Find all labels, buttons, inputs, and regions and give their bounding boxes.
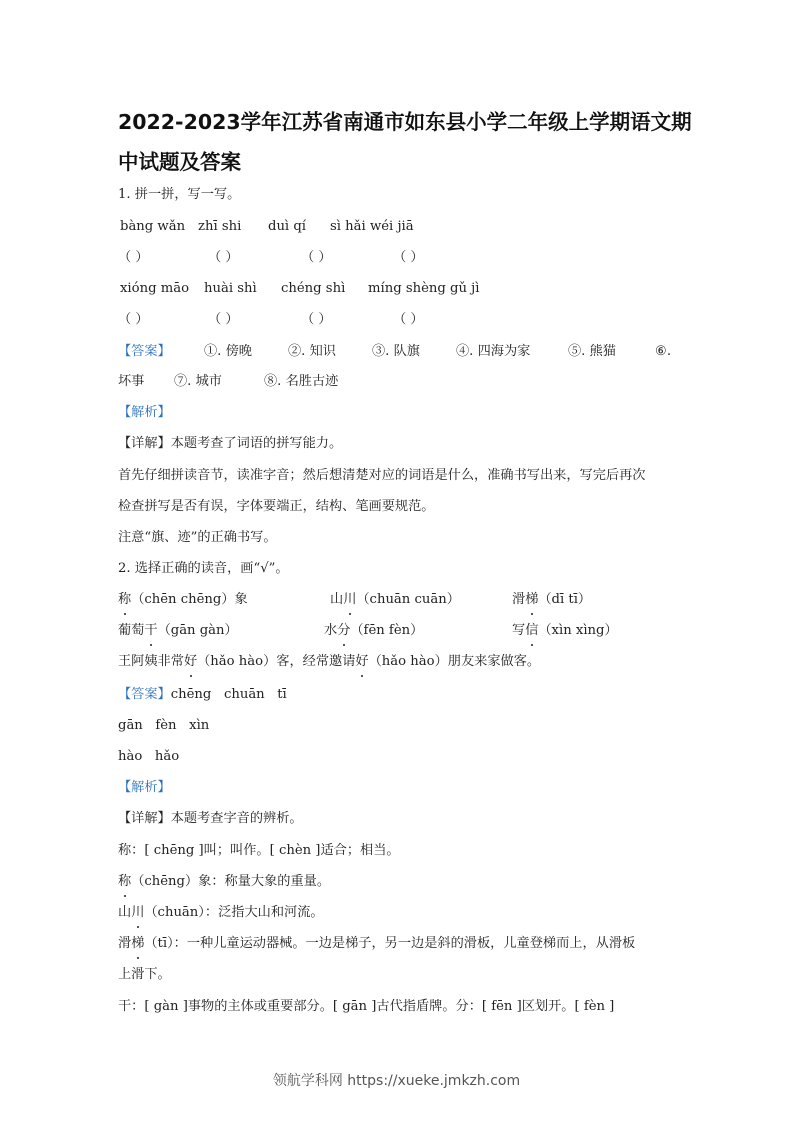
page-footer: 领航学科网 https://xueke.jmkzh.com [272,1073,521,1089]
q2-explanation-4-cont: 上滑下。 [118,967,171,982]
answer-blank: （ ） [208,312,239,327]
answer-blank: （ ） [393,250,424,265]
dotted-char: 信 [525,621,538,641]
q2-item: 山川（chuān cuān） [330,590,460,610]
q2-analysis-label: 【解析】 [118,780,171,795]
answer-item: ③. 队旗 [372,344,420,359]
q2-row-2 [118,621,678,641]
q2-item: 葡萄干（gān gàn） [118,621,238,641]
q2-item: 滑梯（dī tī） [512,590,591,610]
q2-explanation-2: 称（chēng）象：称量大象的重量。 [118,872,330,892]
q1-answer-line-1 [118,342,678,362]
pinyin-item: zhī shi [198,219,242,234]
answer-text: chēng chuān tī [170,687,287,702]
dotted-char: 好 [184,652,197,672]
answer-item: ①. 傍晚 [204,344,252,359]
page-title: 2022-2023学年江苏省南通市如东县小学二年级上学期语文期中试题及答案 [118,110,692,174]
q1-blank-row-1 [118,248,678,268]
pinyin-item: huài shì [204,281,257,296]
answer-item: 坏事 [118,374,145,389]
q1-answer-line-2 [118,372,678,392]
q2-explanation-4: 滑梯（tī）：一种儿童运动器械。一边是梯子，另一边是斜的滑板，儿童登梯而上，从滑板 [118,934,635,954]
q1-analysis-label: 【解析】 [118,405,171,420]
dotted-char: 川 [343,590,356,610]
answer-blank: （ ） [208,250,239,265]
answer-item: ⑥. [655,344,672,359]
q2-row-3: 王阿姨非常好（hǎo hào）客，经常邀请好（hǎo hào）朋友来家做客。 [118,652,540,672]
answer-blank: （ ） [301,250,332,265]
dotted-char: 梯 [131,934,144,954]
q1-detail: 【详解】本题考查了词语的拼写能力。 [118,436,343,451]
dotted-char: 干 [144,621,157,641]
answer-item: ⑦. 城市 [174,374,222,389]
answer-label: 【答案】 [118,687,171,702]
q1-explanation-line-1: 首先仔细拼读音节，读准字音；然后想清楚对应的词语是什么，准确书写出来，写完后再次 [118,468,646,483]
q2-answer-line-2: gān fèn xìn [118,718,210,733]
dotted-char: 分 [337,621,350,641]
pinyin-item: xióng māo [120,281,190,296]
q2-detail: 【详解】本题考查字音的辨析。 [118,811,303,826]
q1-pinyin-row-2 [118,279,678,299]
dotted-char: 称 [118,872,131,892]
q2-item: 称（chēn chēng）象 [118,590,248,610]
answer-label: 【答案】 [118,344,171,359]
pinyin-item: sì hǎi wéi jiā [330,219,414,234]
q2-item: 写信（xìn xìng） [512,621,618,641]
pinyin-item: míng shèng gǔ jì [368,281,480,296]
q2-stem: 2. 选择正确的读音，画“√”。 [118,561,289,576]
q2-row-1 [118,590,678,610]
answer-blank: （ ） [301,312,332,327]
q2-answer-line-1 [118,685,287,705]
q2-explanation-1: 称：[ chēng ]叫；叫作。[ chèn ]适合；相当。 [118,843,400,858]
answer-item: ⑧. 名胜古迹 [264,374,339,389]
answer-blank: （ ） [393,312,424,327]
q1-pinyin-row-1 [118,217,678,237]
q2-item: 水分（fēn fèn） [324,621,423,641]
answer-blank: （ ） [118,312,149,327]
dotted-char: 称 [118,590,131,610]
answer-item: ⑤. 熊猫 [568,344,616,359]
q2-explanation-5: 干：[ gàn ]事物的主体或重要部分。[ gān ]古代指盾牌。分：[ fēn ]区划开。[ fèn ] [118,999,615,1014]
q1-explanation-line-2: 检查拼写是否有误，字体要端正，结构、笔画要规范。 [118,499,435,514]
q1-note: 注意“旗、迹”的正确书写。 [118,530,277,545]
pinyin-item: chéng shì [281,281,346,296]
q2-answer-line-3: hào hǎo [118,749,180,764]
dotted-char: 梯 [525,590,538,610]
answer-item: ②. 知识 [288,344,336,359]
q2-explanation-3: 山川（chuān）：泛指大山和河流。 [118,903,324,923]
answer-item: ④. 四海为家 [456,344,531,359]
q1-stem: 1. 拼一拼，写一写。 [118,187,241,202]
dotted-char: 好 [355,652,368,672]
dotted-char: 川 [131,903,144,923]
q1-blank-row-2 [118,310,678,330]
answer-blank: （ ） [118,250,149,265]
pinyin-item: bàng wǎn [120,219,186,234]
pinyin-item: duì qí [268,219,307,234]
